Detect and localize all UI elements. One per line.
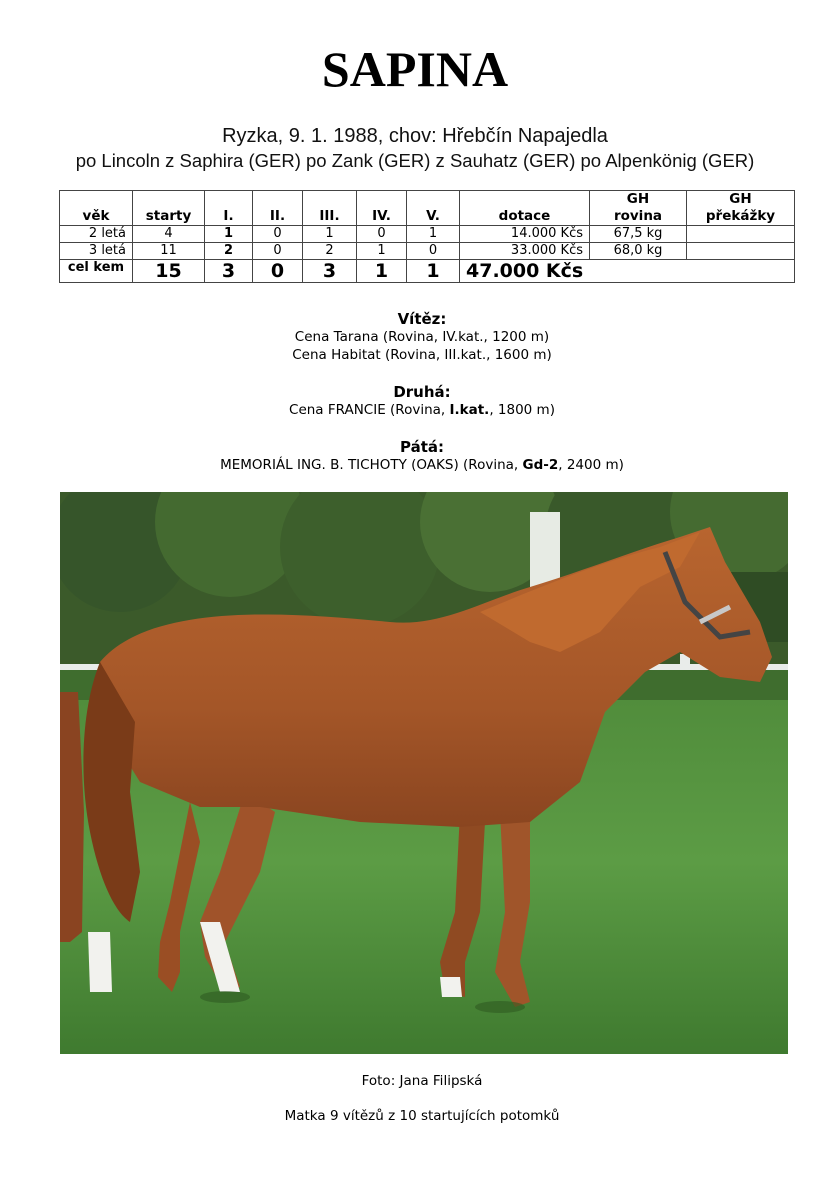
fifth-place-item (0, 456, 830, 474)
total-third: 3 (303, 260, 357, 283)
birth-breeder-line: Ryzka, 9. 1. 1988, chov: Hřebčín Napajedla (222, 125, 608, 147)
table-header-row (60, 191, 795, 226)
cell-fifth: 0 (407, 243, 460, 260)
cell-third: 1 (303, 226, 357, 243)
win-item: Cena Tarana (Rovina, IV.kat., 1200 m) (294, 329, 550, 345)
total-label: cel kem (60, 260, 133, 283)
col-header-prize: dotace (460, 191, 590, 226)
fifth-place-heading: Pátá: (399, 438, 444, 456)
col-header-fourth: IV. (357, 191, 407, 226)
cell-fourth: 0 (357, 226, 407, 243)
race-record-table (59, 190, 795, 283)
win-item: Cena Habitat (Rovina, III.kat., 1600 m) (292, 347, 552, 363)
horse-name-title: SAPINA (321, 41, 509, 97)
total-first: 3 (205, 260, 253, 283)
table-row (60, 243, 795, 260)
col-header-gh-flat (590, 191, 687, 226)
second-place-item (0, 401, 830, 419)
col-header-third: III. (303, 191, 357, 226)
cell-gh-jump (687, 226, 795, 243)
second-place-category: I.kat. (449, 402, 490, 418)
second-place-distance: , 1800 m) (489, 402, 555, 418)
col-header-starts: starty (133, 191, 205, 226)
cell-starts: 11 (133, 243, 205, 260)
cell-fourth: 1 (357, 243, 407, 260)
fifth-place-section (0, 438, 830, 474)
col-header-second: II. (253, 191, 303, 226)
total-second: 0 (253, 260, 303, 283)
cell-gh-jump (687, 243, 795, 260)
horse-photo (60, 492, 788, 1054)
total-starts: 15 (133, 260, 205, 283)
total-prize: 47.000 Kčs (460, 260, 795, 283)
cell-age: 3 letá (60, 243, 133, 260)
chestnut-mare-photo (60, 492, 788, 1054)
fifth-place-text: MEMORIÁL ING. B. TICHOTY (OAKS) (Rovina, (220, 457, 523, 473)
fifth-place-distance: , 2400 m) (558, 457, 624, 473)
cell-age: 2 letá (60, 226, 133, 243)
col-header-age: věk (60, 191, 133, 226)
wins-section (0, 310, 830, 364)
second-place-text: Cena FRANCIE (Rovina, (289, 402, 450, 418)
col-header-first: I. (205, 191, 253, 226)
col-header-fifth: V. (407, 191, 460, 226)
photo-credit: Foto: Jana Filipská (361, 1073, 483, 1089)
pedigree-line: po Lincoln z Saphira (GER) po Zank (GER) z Sauhatz (GER) po Alpenkönig (GER) (75, 150, 755, 171)
gh-jump-header-line2: překážky (705, 208, 776, 224)
wins-heading: Vítěz: (397, 310, 447, 328)
gh-jump-header-line1: GH (729, 191, 752, 207)
fifth-place-category: Gd-2 (522, 457, 559, 473)
gh-flat-header-line2: rovina (613, 208, 663, 224)
cell-prize: 14.000 Kčs (460, 226, 590, 243)
table-row (60, 226, 795, 243)
gh-flat-header-line1: GH (626, 191, 650, 207)
cell-second: 0 (253, 226, 303, 243)
second-place-heading: Druhá: (393, 383, 451, 401)
offspring-note: Matka 9 vítězů z 10 startujících potomků (284, 1108, 560, 1124)
cell-prize: 33.000 Kčs (460, 243, 590, 260)
cell-third: 2 (303, 243, 357, 260)
cell-first: 2 (205, 243, 253, 260)
total-fifth: 1 (407, 260, 460, 283)
cell-fifth: 1 (407, 226, 460, 243)
total-fourth: 1 (357, 260, 407, 283)
cell-second: 0 (253, 243, 303, 260)
cell-first: 1 (205, 226, 253, 243)
col-header-gh-jump (687, 191, 795, 226)
cell-gh-flat: 67,5 kg (590, 226, 687, 243)
table-total-row (60, 260, 795, 283)
cell-gh-flat: 68,0 kg (590, 243, 687, 260)
second-place-section (0, 383, 830, 419)
cell-starts: 4 (133, 226, 205, 243)
